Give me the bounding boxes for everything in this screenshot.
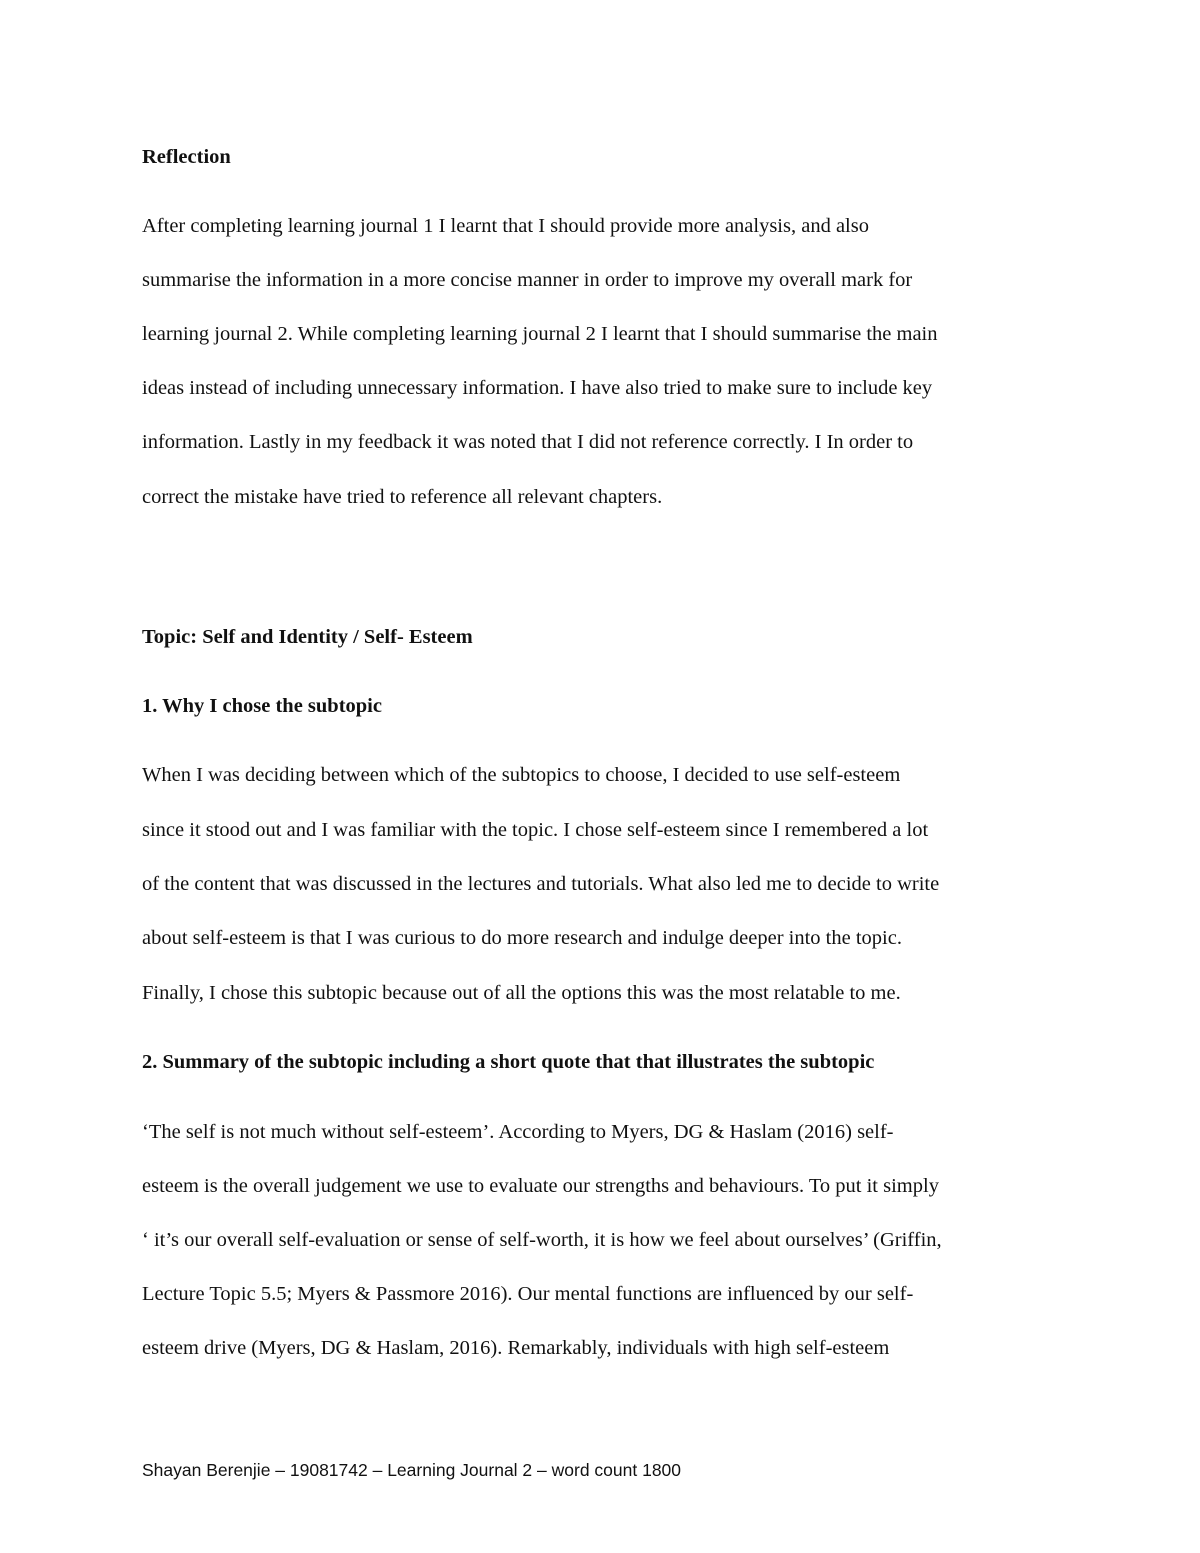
section-1-line-1: When I was deciding between which of the subtopics to choose, I decided to use self-esteem (142, 764, 901, 786)
section-1-line-4: about self-esteem is that I was curious to do more research and indulge deeper into the topic. (142, 927, 902, 949)
reflection-line-2: summarise the information in a more concise manner in order to improve my overall mark for (142, 269, 913, 291)
section-2-line-3: ‘ it’s our overall self-evaluation or sense of self-worth, it is how we feel about ourselves’ (Griffin, (142, 1229, 942, 1251)
section-1-line-5: Finally, I chose this subtopic because out of all the options this was the most relatable to me. (142, 982, 901, 1004)
topic-heading: Topic: Self and Identity / Self- Esteem (142, 626, 473, 648)
section-1-line-3: of the content that was discussed in the lectures and tutorials. What also led me to decide to write (142, 873, 940, 895)
reflection-line-3: learning journal 2. While completing learning journal 2 I learnt that I should summarise the main (142, 323, 938, 345)
section-2-heading: 2. Summary of the subtopic including a short quote that that illustrates the subtopic (142, 1051, 875, 1073)
reflection-line-4: ideas instead of including unnecessary information. I have also tried to make sure to include key (142, 377, 933, 399)
reflection-line-1: After completing learning journal 1 I learnt that I should provide more analysis, and also (142, 215, 869, 237)
section-2-line-2: esteem is the overall judgement we use to evaluate our strengths and behaviours. To put it simply (142, 1175, 939, 1197)
section-2-line-4: Lecture Topic 5.5; Myers & Passmore 2016). Our mental functions are influenced by our self- (142, 1283, 914, 1305)
section-2-line-5: esteem drive (Myers, DG & Haslam, 2016). Remarkably, individuals with high self-esteem (142, 1337, 890, 1359)
page-footer: Shayan Berenjie – 19081742 – Learning Journal 2 – word count 1800 (142, 1460, 682, 1480)
section-1-heading: 1. Why I chose the subtopic (142, 695, 382, 717)
section-2-line-1: ‘The self is not much without self-esteem’. According to Myers, DG & Haslam (2016) self- (142, 1121, 894, 1143)
reflection-heading: Reflection (142, 146, 231, 168)
section-1-line-2: since it stood out and I was familiar with the topic. I chose self-esteem since I remembered a lot (142, 819, 929, 841)
reflection-line-5: information. Lastly in my feedback it was noted that I did not reference correctly. I In order to (142, 431, 914, 453)
reflection-line-6: correct the mistake have tried to reference all relevant chapters. (142, 486, 663, 508)
